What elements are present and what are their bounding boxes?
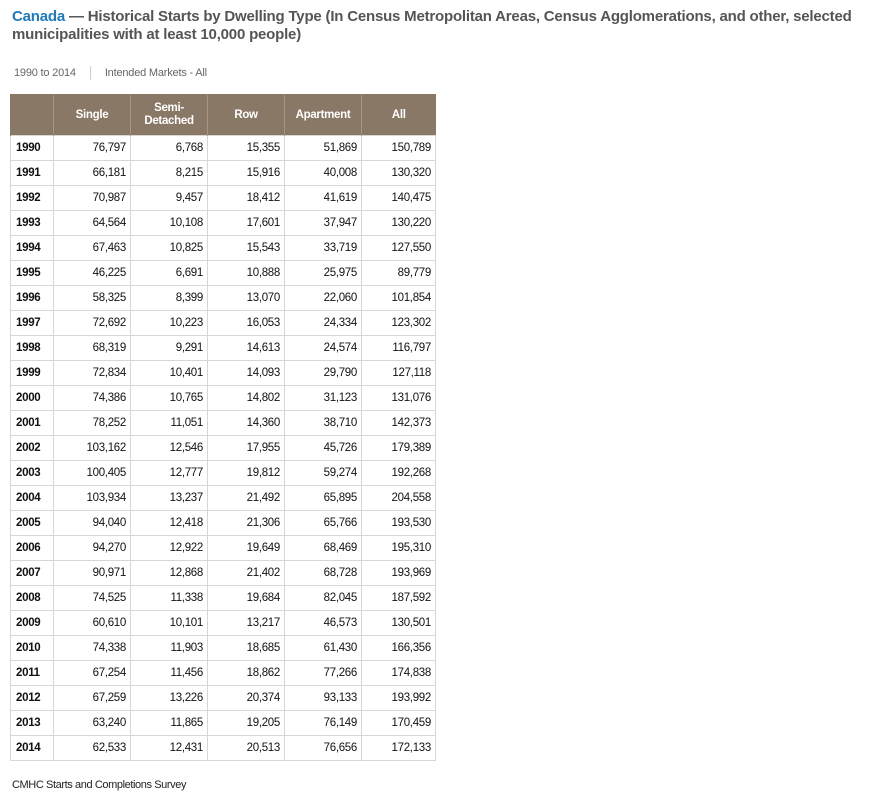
all-cell: 195,310	[362, 536, 436, 561]
semi-detached-cell: 9,457	[131, 186, 208, 211]
semi-detached-cell: 10,101	[131, 611, 208, 636]
year-cell: 1997	[11, 311, 54, 336]
row-cell: 19,812	[208, 461, 285, 486]
apartment-cell: 40,008	[285, 161, 362, 186]
year-cell: 2000	[11, 386, 54, 411]
semi-detached-cell: 10,108	[131, 211, 208, 236]
row-cell: 15,916	[208, 161, 285, 186]
table-row	[11, 561, 436, 586]
semi-detached-cell: 9,291	[131, 336, 208, 361]
semi-detached-cell: 8,215	[131, 161, 208, 186]
table-row	[11, 261, 436, 286]
year-cell: 2006	[11, 536, 54, 561]
row-cell: 10,888	[208, 261, 285, 286]
page-title	[12, 8, 880, 44]
table-row	[11, 511, 436, 536]
single-cell: 68,319	[54, 336, 131, 361]
year-cell: 1996	[11, 286, 54, 311]
semi-detached-cell: 11,051	[131, 411, 208, 436]
table-row	[11, 711, 436, 736]
all-cell: 140,475	[362, 186, 436, 211]
semi-detached-cell: 10,765	[131, 386, 208, 411]
divider	[90, 66, 91, 80]
row-cell: 19,649	[208, 536, 285, 561]
all-cell: 193,992	[362, 686, 436, 711]
apartment-cell: 41,619	[285, 186, 362, 211]
all-cell: 187,592	[362, 586, 436, 611]
row-cell: 13,070	[208, 286, 285, 311]
year-cell: 2002	[11, 436, 54, 461]
all-cell: 193,530	[362, 511, 436, 536]
single-cell: 64,564	[54, 211, 131, 236]
table-row	[11, 686, 436, 711]
year-cell: 2007	[11, 561, 54, 586]
year-header	[11, 95, 54, 136]
table-row	[11, 636, 436, 661]
apartment-cell: 76,656	[285, 736, 362, 761]
single-cell: 76,797	[54, 136, 131, 161]
year-cell: 1991	[11, 161, 54, 186]
year-cell: 1993	[11, 211, 54, 236]
year-cell: 1995	[11, 261, 54, 286]
single-cell: 46,225	[54, 261, 131, 286]
single-cell: 72,834	[54, 361, 131, 386]
all-cell: 193,969	[362, 561, 436, 586]
semi-detached-cell: 12,546	[131, 436, 208, 461]
single-cell: 94,040	[54, 511, 131, 536]
single-cell: 103,162	[54, 436, 131, 461]
all-cell: 179,389	[362, 436, 436, 461]
semi-detached-cell: 12,777	[131, 461, 208, 486]
all-cell: 116,797	[362, 336, 436, 361]
row-cell: 14,093	[208, 361, 285, 386]
apartment-cell: 33,719	[285, 236, 362, 261]
table-row	[11, 286, 436, 311]
apartment-cell: 61,430	[285, 636, 362, 661]
row-cell: 18,412	[208, 186, 285, 211]
table-row	[11, 386, 436, 411]
single-cell: 90,971	[54, 561, 131, 586]
apartment-cell: 22,060	[285, 286, 362, 311]
semi-detached-cell: 12,418	[131, 511, 208, 536]
semi-detached-cell: 6,768	[131, 136, 208, 161]
row-cell: 14,613	[208, 336, 285, 361]
table-row	[11, 586, 436, 611]
all-cell: 174,838	[362, 661, 436, 686]
table-row	[11, 486, 436, 511]
row-header: Row	[208, 95, 285, 136]
apartment-cell: 37,947	[285, 211, 362, 236]
apartment-cell: 93,133	[285, 686, 362, 711]
apartment-cell: 68,469	[285, 536, 362, 561]
row-cell: 13,217	[208, 611, 285, 636]
all-cell: 142,373	[362, 411, 436, 436]
single-cell: 94,270	[54, 536, 131, 561]
table-row	[11, 161, 436, 186]
year-cell: 2001	[11, 411, 54, 436]
table-body	[11, 136, 436, 761]
semi-detached-cell: 11,903	[131, 636, 208, 661]
row-cell: 21,306	[208, 511, 285, 536]
table-row	[11, 736, 436, 761]
single-cell: 67,254	[54, 661, 131, 686]
single-cell: 60,610	[54, 611, 131, 636]
year-cell: 2004	[11, 486, 54, 511]
apartment-cell: 65,766	[285, 511, 362, 536]
single-cell: 67,259	[54, 686, 131, 711]
year-cell: 2012	[11, 686, 54, 711]
single-cell: 72,692	[54, 311, 131, 336]
all-cell: 130,220	[362, 211, 436, 236]
semi-detached-cell: 10,825	[131, 236, 208, 261]
apartment-cell: 24,574	[285, 336, 362, 361]
semi-detached-cell: 11,338	[131, 586, 208, 611]
single-cell: 67,463	[54, 236, 131, 261]
table-row	[11, 536, 436, 561]
single-cell: 66,181	[54, 161, 131, 186]
all-cell: 101,854	[362, 286, 436, 311]
apartment-cell: 82,045	[285, 586, 362, 611]
semi-detached-cell: 11,865	[131, 711, 208, 736]
semi-detached-cell: 13,226	[131, 686, 208, 711]
table-row	[11, 136, 436, 161]
title-text: — Historical Starts by Dwelling Type (In Census Metropolitan Areas, Census Agglomerations, and other, selected municipalities with at least 10,000 people)	[12, 8, 852, 43]
apartment-cell: 46,573	[285, 611, 362, 636]
semi-detached-cell: 10,401	[131, 361, 208, 386]
region-link[interactable]: Canada	[12, 8, 65, 25]
all-header: All	[362, 95, 436, 136]
year-cell: 2013	[11, 711, 54, 736]
single-cell: 78,252	[54, 411, 131, 436]
single-cell: 100,405	[54, 461, 131, 486]
table-header-row	[11, 95, 436, 136]
all-cell: 150,789	[362, 136, 436, 161]
row-cell: 17,601	[208, 211, 285, 236]
all-cell: 172,133	[362, 736, 436, 761]
year-cell: 2003	[11, 461, 54, 486]
apartment-cell: 65,895	[285, 486, 362, 511]
row-cell: 20,513	[208, 736, 285, 761]
year-cell: 1998	[11, 336, 54, 361]
row-cell: 18,862	[208, 661, 285, 686]
row-cell: 18,685	[208, 636, 285, 661]
semi-detached-cell: 12,922	[131, 536, 208, 561]
all-cell: 123,302	[362, 311, 436, 336]
apartment-cell: 38,710	[285, 411, 362, 436]
single-cell: 63,240	[54, 711, 131, 736]
single-cell: 74,525	[54, 586, 131, 611]
all-cell: 127,550	[362, 236, 436, 261]
all-cell: 130,320	[362, 161, 436, 186]
market-label: Intended Markets - All	[104, 67, 207, 79]
all-cell: 204,558	[362, 486, 436, 511]
table-row	[11, 411, 436, 436]
row-cell: 20,374	[208, 686, 285, 711]
year-cell: 1990	[11, 136, 54, 161]
year-cell: 1994	[11, 236, 54, 261]
row-cell: 19,684	[208, 586, 285, 611]
single-cell: 103,934	[54, 486, 131, 511]
row-cell: 16,053	[208, 311, 285, 336]
row-cell: 21,492	[208, 486, 285, 511]
year-cell: 1992	[11, 186, 54, 211]
filter-summary	[14, 66, 207, 80]
table-row	[11, 186, 436, 211]
all-cell: 127,118	[362, 361, 436, 386]
all-cell: 131,076	[362, 386, 436, 411]
apartment-cell: 31,123	[285, 386, 362, 411]
year-cell: 2011	[11, 661, 54, 686]
single-cell: 70,987	[54, 186, 131, 211]
apartment-header: Apartment	[285, 95, 362, 136]
starts-table	[10, 94, 436, 761]
semi-detached-cell: 12,868	[131, 561, 208, 586]
semi-detached-cell: 13,237	[131, 486, 208, 511]
table-row	[11, 336, 436, 361]
table-row	[11, 661, 436, 686]
row-cell: 15,543	[208, 236, 285, 261]
all-cell: 192,268	[362, 461, 436, 486]
year-cell: 2009	[11, 611, 54, 636]
year-cell: 2005	[11, 511, 54, 536]
table-row	[11, 361, 436, 386]
table-row	[11, 311, 436, 336]
table-row	[11, 436, 436, 461]
period-label: 1990 to 2014	[14, 67, 76, 79]
year-cell: 2008	[11, 586, 54, 611]
row-cell: 15,355	[208, 136, 285, 161]
all-cell: 130,501	[362, 611, 436, 636]
single-cell: 74,338	[54, 636, 131, 661]
apartment-cell: 45,726	[285, 436, 362, 461]
apartment-cell: 68,728	[285, 561, 362, 586]
semi-detached-cell: 8,399	[131, 286, 208, 311]
apartment-cell: 76,149	[285, 711, 362, 736]
semi-detached-cell: 11,456	[131, 661, 208, 686]
apartment-cell: 24,334	[285, 311, 362, 336]
apartment-cell: 29,790	[285, 361, 362, 386]
all-cell: 166,356	[362, 636, 436, 661]
semi-detached-header: Semi- Detached	[131, 95, 208, 136]
semi-detached-cell: 12,431	[131, 736, 208, 761]
year-cell: 2010	[11, 636, 54, 661]
row-cell: 21,402	[208, 561, 285, 586]
table-row	[11, 611, 436, 636]
table-row	[11, 236, 436, 261]
all-cell: 170,459	[362, 711, 436, 736]
year-cell: 1999	[11, 361, 54, 386]
single-cell: 74,386	[54, 386, 131, 411]
apartment-cell: 25,975	[285, 261, 362, 286]
row-cell: 17,955	[208, 436, 285, 461]
apartment-cell: 59,274	[285, 461, 362, 486]
apartment-cell: 77,266	[285, 661, 362, 686]
row-cell: 14,360	[208, 411, 285, 436]
row-cell: 19,205	[208, 711, 285, 736]
single-header: Single	[54, 95, 131, 136]
table-row	[11, 211, 436, 236]
apartment-cell: 51,869	[285, 136, 362, 161]
all-cell: 89,779	[362, 261, 436, 286]
single-cell: 62,533	[54, 736, 131, 761]
semi-detached-cell: 10,223	[131, 311, 208, 336]
semi-detached-cell: 6,691	[131, 261, 208, 286]
row-cell: 14,802	[208, 386, 285, 411]
table-row	[11, 461, 436, 486]
single-cell: 58,325	[54, 286, 131, 311]
year-cell: 2014	[11, 736, 54, 761]
source-note: CMHC Starts and Completions Survey	[12, 779, 187, 791]
